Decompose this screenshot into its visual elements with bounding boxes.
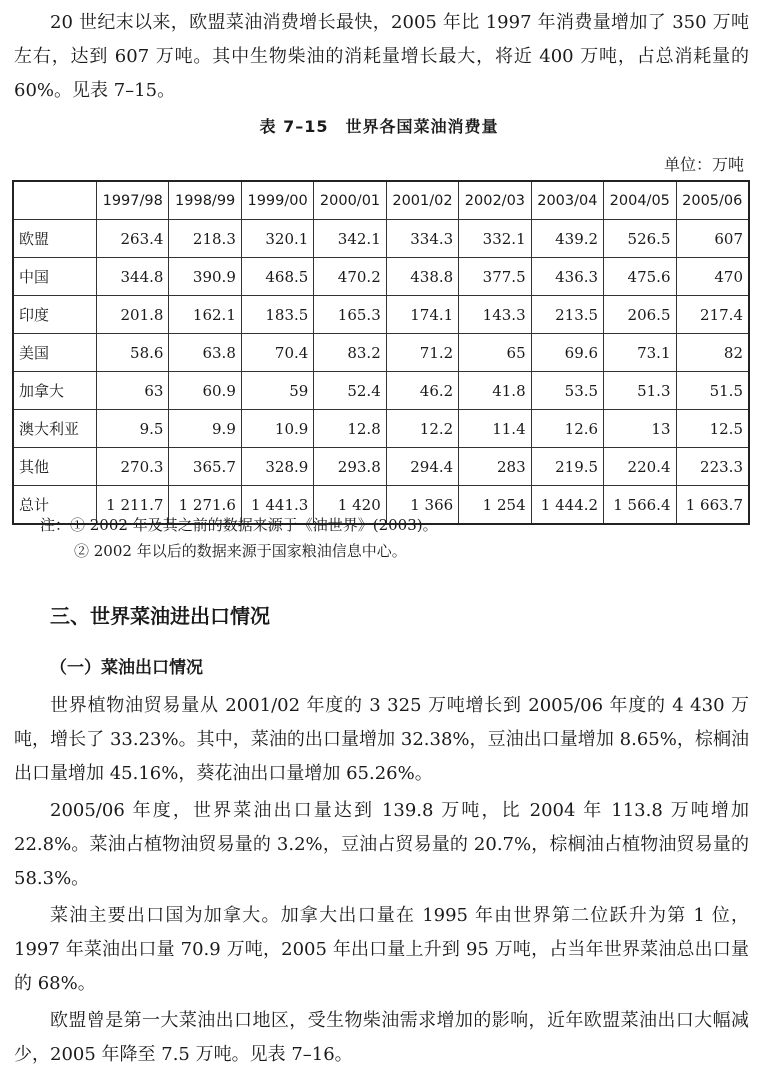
table-cell: 9.5	[97, 410, 169, 448]
table-cell: 365.7	[169, 448, 241, 486]
table-body	[13, 220, 749, 525]
table-cell: 470	[676, 258, 749, 296]
table-cell: 9.9	[169, 410, 241, 448]
table-cell: 12.2	[386, 410, 458, 448]
table-cell: 1 663.7	[676, 486, 749, 525]
table-cell: 436.3	[531, 258, 603, 296]
table-cell: 51.3	[604, 372, 676, 410]
table-cell: 143.3	[459, 296, 531, 334]
table-cell: 218.3	[169, 220, 241, 258]
table-cell: 201.8	[97, 296, 169, 334]
table-cell: 526.5	[604, 220, 676, 258]
table-cell: 1 366	[386, 486, 458, 525]
section-heading: 三、世界菜油进出口情况	[50, 604, 270, 628]
table-cell: 1 271.6	[169, 486, 241, 525]
table-header-cell: 1997/98	[97, 181, 169, 220]
table-cell: 60.9	[169, 372, 241, 410]
table-header-cell: 1999/00	[241, 181, 313, 220]
table-header-cell: 2000/01	[314, 181, 386, 220]
table-cell: 53.5	[531, 372, 603, 410]
row-label: 中国	[13, 258, 97, 296]
table-header-cell: 2004/05	[604, 181, 676, 220]
table-cell: 223.3	[676, 448, 749, 486]
table-cell: 51.5	[676, 372, 749, 410]
table-cell: 213.5	[531, 296, 603, 334]
table-cell: 41.8	[459, 372, 531, 410]
row-label: 美国	[13, 334, 97, 372]
table-row	[13, 448, 749, 486]
table-cell: 344.8	[97, 258, 169, 296]
table-header-cell: 2005/06	[676, 181, 749, 220]
table-cell: 328.9	[241, 448, 313, 486]
table-cell: 439.2	[531, 220, 603, 258]
table-cell: 1 441.3	[241, 486, 313, 525]
intro-paragraph: 20 世纪末以来，欧盟菜油消费增长最快，2005 年比 1997 年消费量增加了 350 万吨左右，达到 607 万吨。其中生物柴油的消耗量增长最大，将近 400 万吨，占总消耗量的 60%。见表 7–15。	[14, 12, 749, 101]
canada-paragraph: 菜油主要出口国为加拿大。加拿大出口量在 1995 年由世界第二位跃升为第 1 位，1997 年菜油出口量 70.9 万吨，2005 年出口量上升到 95 万吨，占当年世界菜油总出口量的 68%。	[14, 905, 749, 994]
row-label: 澳大利亚	[13, 410, 97, 448]
table-cell: 46.2	[386, 372, 458, 410]
table-cell: 320.1	[241, 220, 313, 258]
table-cell: 70.4	[241, 334, 313, 372]
table-cell: 283	[459, 448, 531, 486]
table-cell: 63	[97, 372, 169, 410]
table-cell: 334.3	[386, 220, 458, 258]
table-cell: 59	[241, 372, 313, 410]
table-cell: 69.6	[531, 334, 603, 372]
table-cell: 65	[459, 334, 531, 372]
row-label: 加拿大	[13, 372, 97, 410]
table-cell: 206.5	[604, 296, 676, 334]
table-row	[13, 410, 749, 448]
table-row	[13, 372, 749, 410]
table-cell: 390.9	[169, 258, 241, 296]
table-cell: 162.1	[169, 296, 241, 334]
row-label: 其他	[13, 448, 97, 486]
table-header-cell: 2003/04	[531, 181, 603, 220]
table-cell: 82	[676, 334, 749, 372]
table-header-cell: 2001/02	[386, 181, 458, 220]
table-title: 表 7–15 世界各国菜油消费量	[259, 117, 499, 136]
table-cell: 11.4	[459, 410, 531, 448]
table-cell: 332.1	[459, 220, 531, 258]
table-row	[13, 334, 749, 372]
table-cell: 220.4	[604, 448, 676, 486]
table-header-cell	[13, 181, 97, 220]
table-cell: 1 444.2	[531, 486, 603, 525]
table-header-cell: 2002/03	[459, 181, 531, 220]
table-row	[13, 220, 749, 258]
table-cell: 13	[604, 410, 676, 448]
table-cell: 468.5	[241, 258, 313, 296]
table-cell: 270.3	[97, 448, 169, 486]
table-cell: 1 211.7	[97, 486, 169, 525]
table-note-2: ② 2002 年以后的数据来源于国家粮油信息中心。	[74, 542, 407, 560]
table-unit: 单位：万吨	[663, 155, 744, 174]
table-notes	[40, 512, 438, 564]
eu-paragraph: 欧盟曾是第一大菜油出口地区，受生物柴油需求增加的影响，近年欧盟菜油出口大幅减少，2005 年降至 7.5 万吨。见表 7–16。	[14, 1010, 749, 1065]
trade-paragraph: 世界植物油贸易量从 2001/02 年度的 3 325 万吨增长到 2005/06 年度的 4 430 万吨，增长了 33.23%。其中，菜油的出口量增加 32.38%，豆油出口量增加 8.65%，棕榈油出口量增加 45.16%，葵花油出口量增加 65.26%。	[14, 695, 749, 784]
table-cell: 475.6	[604, 258, 676, 296]
table-note-1: 注：① 2002 年及其之前的数据来源于《油世界》(2003)。	[40, 516, 438, 534]
consumption-table	[12, 180, 750, 525]
table-header-cell: 1998/99	[169, 181, 241, 220]
table-cell: 52.4	[314, 372, 386, 410]
table-cell: 342.1	[314, 220, 386, 258]
table-cell: 377.5	[459, 258, 531, 296]
table-cell: 438.8	[386, 258, 458, 296]
table-cell: 1 420	[314, 486, 386, 525]
table-cell: 165.3	[314, 296, 386, 334]
subsection-heading: （一）菜油出口情况	[50, 658, 203, 678]
table-cell: 174.1	[386, 296, 458, 334]
table-row	[13, 258, 749, 296]
table-cell: 58.6	[97, 334, 169, 372]
table-cell: 83.2	[314, 334, 386, 372]
table-cell: 217.4	[676, 296, 749, 334]
table-cell: 1 566.4	[604, 486, 676, 525]
table-header-row	[13, 181, 749, 220]
table-cell: 293.8	[314, 448, 386, 486]
table-cell: 470.2	[314, 258, 386, 296]
table-cell: 263.4	[97, 220, 169, 258]
table-cell: 607	[676, 220, 749, 258]
table-cell: 73.1	[604, 334, 676, 372]
table-cell: 219.5	[531, 448, 603, 486]
table-cell: 12.6	[531, 410, 603, 448]
table-cell: 183.5	[241, 296, 313, 334]
row-label: 印度	[13, 296, 97, 334]
table-cell: 71.2	[386, 334, 458, 372]
table-cell: 294.4	[386, 448, 458, 486]
table-cell: 12.5	[676, 410, 749, 448]
export-paragraph: 2005/06 年度，世界菜油出口量达到 139.8 万吨，比 2004 年 113.8 万吨增加 22.8%。菜油占植物油贸易量的 3.2%，豆油占贸易量的 20.7%，棕榈油占植物油贸易量的 58.3%。	[14, 800, 749, 889]
table-cell: 10.9	[241, 410, 313, 448]
table-cell: 12.8	[314, 410, 386, 448]
table-row	[13, 296, 749, 334]
table-cell: 63.8	[169, 334, 241, 372]
row-label: 欧盟	[13, 220, 97, 258]
row-label: 总计	[13, 486, 97, 525]
table-cell: 1 254	[459, 486, 531, 525]
